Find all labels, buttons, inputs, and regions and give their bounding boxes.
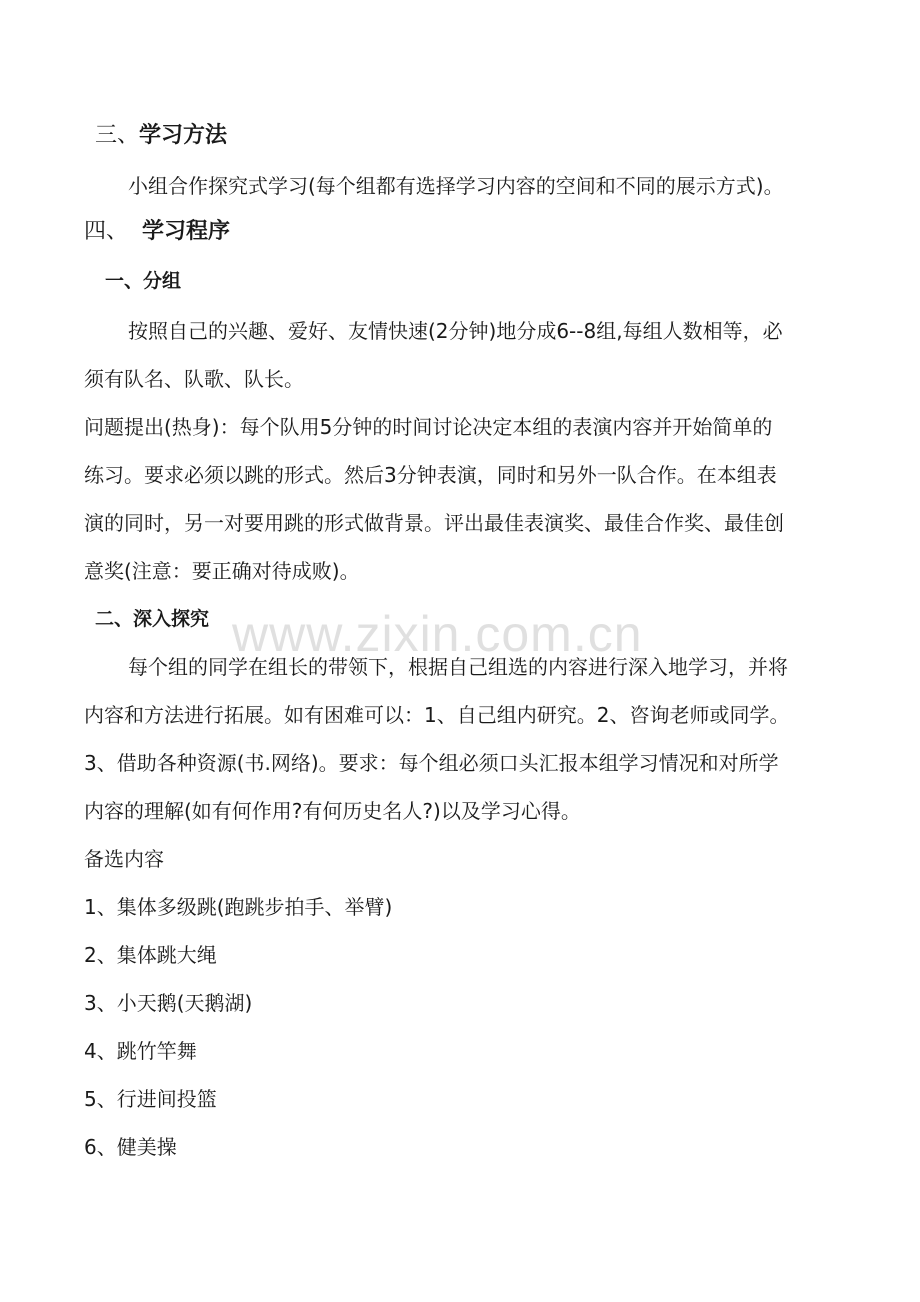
problem-paragraph-line: 问题提出(热身)：每个队用5分钟的时间讨论决定本组的表演内容并开始简单的 [84,415,773,439]
watermark: www.zixin.com.cn [232,606,643,662]
options-title: 备选内容 [84,847,164,871]
option-item: 1、集体多级跳(跑跳步拍手、举臂) [84,895,393,919]
option-item: 4、跳竹竿舞 [84,1039,197,1063]
section-number: 三、 [95,123,140,148]
option-item: 3、小天鹅(天鹅湖) [84,991,253,1015]
section-number: 四、 [84,219,129,244]
section-heading-method [95,122,227,150]
problem-paragraph-line: 意奖(注意：要正确对待成败)。 [84,559,360,583]
section-heading-procedure [84,218,230,246]
explore-paragraph-line: 3、借助各种资源(书.网络)。要求：每个组必须口头汇报本组学习情况和对所学 [84,751,779,775]
grouping-paragraph-line: 按照自己的兴趣、爱好、友情快速(2分钟)地分成6--8组,每组人数相等，必 [128,319,783,343]
option-item: 6、健美操 [84,1135,177,1159]
explore-paragraph-line: 每个组的同学在组长的带领下，根据自己组选的内容进行深入地学习，并将 [128,655,788,679]
option-item: 5、行进间投篮 [84,1087,217,1111]
grouping-paragraph-line: 须有队名、队歌、队长。 [84,367,304,391]
problem-paragraph-line: 演的同时，另一对要用跳的形式做背景。评出最佳表演奖、最佳合作奖、最佳创 [84,511,784,535]
explore-paragraph-line: 内容的理解(如有何作用?有何历史名人?)以及学习心得。 [84,799,581,823]
option-item: 2、集体跳大绳 [84,943,217,967]
section-title: 学习方法 [139,123,228,148]
subheading-grouping: 一、分组 [105,270,182,292]
section-title: 学习程序 [142,219,231,244]
explore-paragraph-line: 内容和方法进行拓展。如有困难可以：1、自己组内研究。2、咨询老师或同学。 [84,703,790,727]
subheading-explore: 二、深入探究 [95,608,210,630]
problem-paragraph-line: 练习。要求必须以跳的形式。然后3分钟表演，同时和另外一队合作。在本组表 [84,463,777,487]
method-paragraph: 小组合作探究式学习(每个组都有选择学习内容的空间和不同的展示方式)。 [128,174,784,198]
